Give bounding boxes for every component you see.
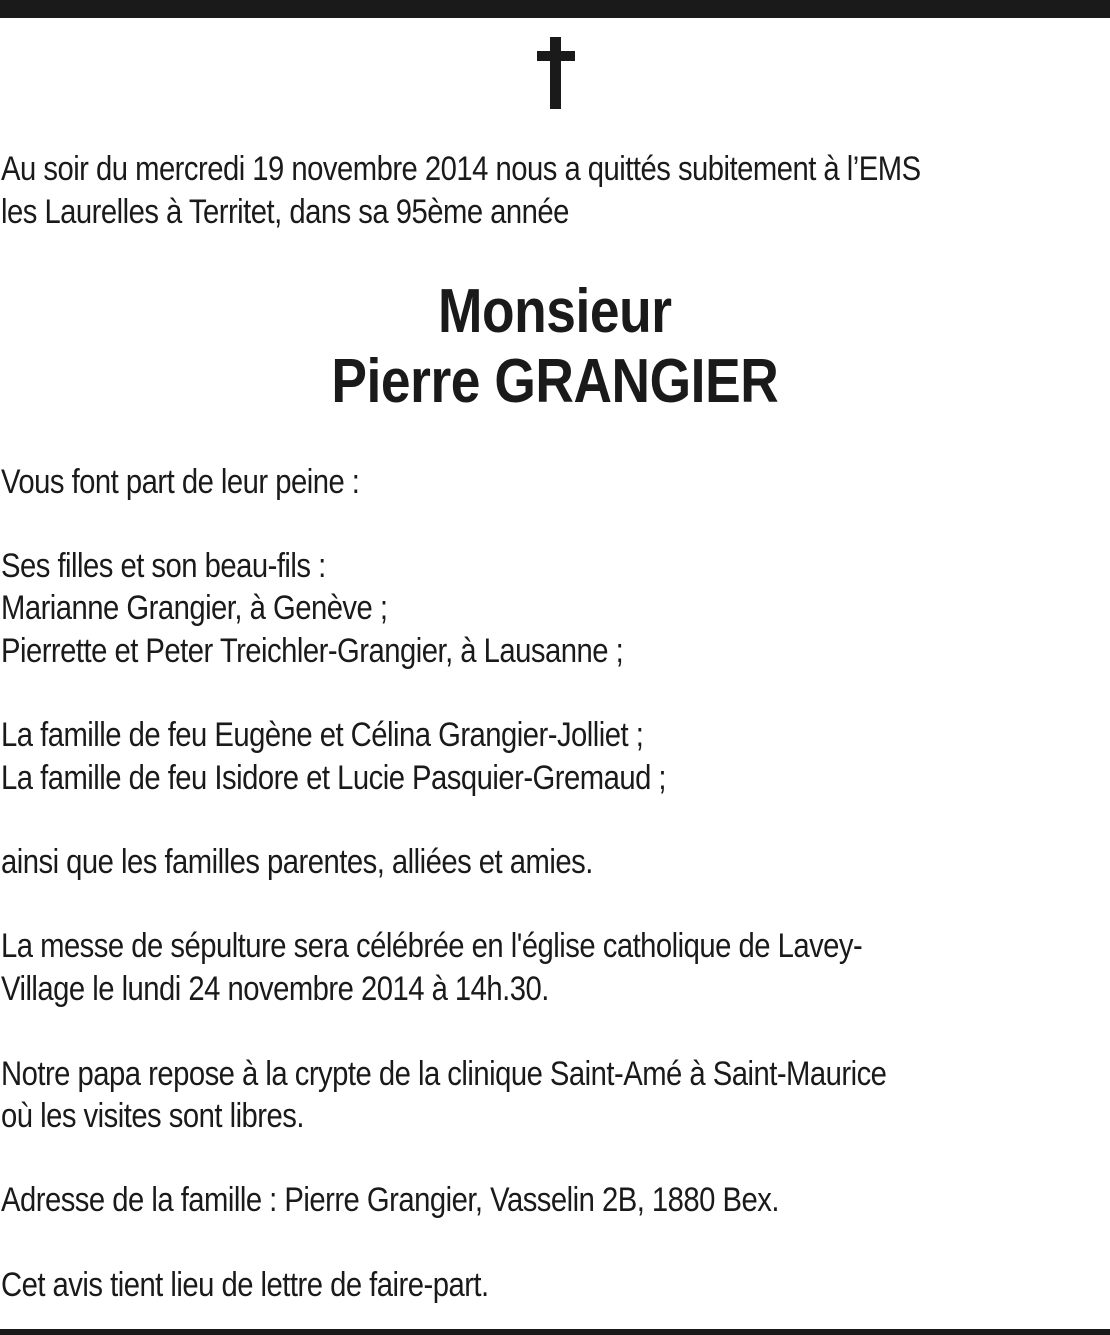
deceased-name	[0, 347, 1110, 417]
daughter-line-2: Pierrette et Peter Treichler-Grangier, à Lausanne ;	[1, 632, 624, 670]
mass-line-1: La messe de sépulture sera célébrée en l'église catholique de Lavey-	[1, 927, 863, 965]
announce-line: Vous font part de leur peine :	[1, 463, 360, 501]
bottom-border-rule	[0, 1329, 1110, 1335]
family-line-2: La famille de feu Isidore et Lucie Pasquier-Gremaud ;	[1, 759, 667, 797]
daughter-line-1: Marianne Grangier, à Genève ;	[1, 589, 388, 627]
closing-line: Cet avis tient lieu de lettre de faire-part.	[1, 1266, 489, 1304]
address-line: Adresse de la famille : Pierre Grangier, Vasselin 2B, 1880 Bex.	[1, 1181, 779, 1219]
deceased-title	[0, 277, 1110, 347]
rest-line-1: Notre papa repose à la crypte de la clinique Saint-Amé à Saint-Maurice	[1, 1055, 887, 1093]
cross-icon	[537, 37, 575, 109]
family-line-1: La famille de feu Eugène et Célina Grangier-Jolliet ;	[1, 716, 644, 754]
deceased-title-text: Monsieur	[438, 277, 672, 346]
cross-vertical-bar	[550, 37, 561, 109]
cross-horizontal-bar	[537, 51, 575, 61]
intro-line-1: Au soir du mercredi 19 novembre 2014 nous a quittés subitement à l’EMS	[1, 150, 921, 188]
deceased-name-text: Pierre GRANGIER	[331, 347, 779, 416]
top-border-rule	[0, 0, 1110, 18]
rest-line-2: où les visites sont libres.	[1, 1097, 304, 1135]
mass-line-2: Village le lundi 24 novembre 2014 à 14h.30.	[1, 970, 549, 1008]
daughters-heading: Ses filles et son beau-fils :	[1, 547, 326, 585]
others-line: ainsi que les familles parentes, alliées et amies.	[1, 843, 593, 881]
intro-line-2: les Laurelles à Territet, dans sa 95ème année	[1, 193, 569, 231]
